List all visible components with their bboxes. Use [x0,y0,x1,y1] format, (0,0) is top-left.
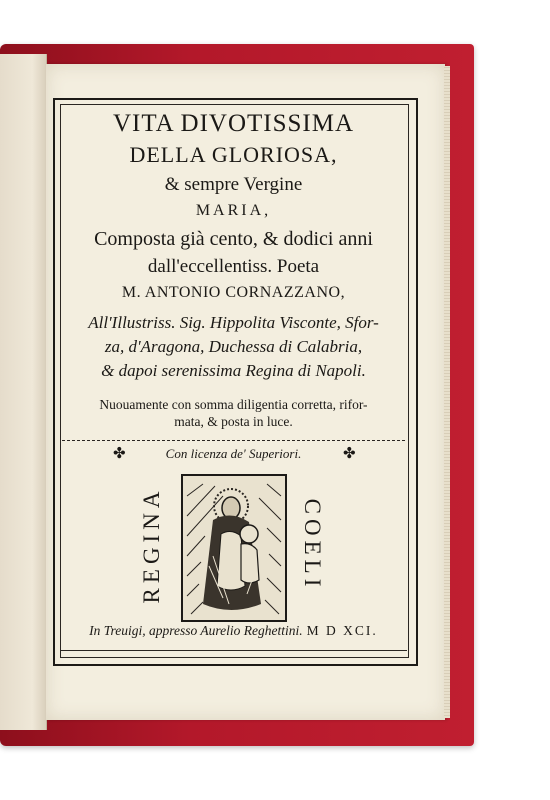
author-line: M. ANTONIO CORNAZZANO, [121,284,346,301]
imprint-year: M D XCI. [306,623,378,638]
dedication-line-2: za, d'Aragona, Duchessa di Calabria, [104,337,363,356]
title-line-2: DELLA GLORIOSA, [129,142,338,167]
title-line-1: VITA DIVOTISSIMA [112,110,355,137]
madonna-woodcut-icon [181,474,287,622]
coeli-vertical-text: COELI [300,498,325,592]
fleuron-icon: ✤ [113,444,126,462]
note-line-2: mata, & posta in luce. [174,414,293,429]
title-line-4: MARIA, [195,202,272,219]
fleuron-icon: ✤ [343,444,356,462]
license-line: Con licenza de' Superiori. [165,446,302,461]
regina-vertical-text: REGINA [139,486,164,604]
page-stack-edge [444,66,450,718]
note-line-1: Nuouamente con somma diligentia corretta, rifor- [99,397,368,412]
title-line-6: dall'eccellentiss. Poeta [147,256,320,277]
bottom-rule [60,650,407,651]
imprint-line [62,623,405,639]
dedication-line-3: & dapoi serenissima Regina di Napoli. [101,361,366,380]
title-line-5: Composta già cento, & dodici anni [94,228,373,250]
imprint-place: In Treuigi, appresso Aurelio Reghettini. [89,623,303,638]
title-line-3: & sempre Vergine [164,174,303,195]
dedication-line-1: All'Illustriss. Sig. Hippolita Visconte, Sfor- [88,313,379,332]
left-page-edge [0,54,47,730]
section-divider [62,440,405,441]
